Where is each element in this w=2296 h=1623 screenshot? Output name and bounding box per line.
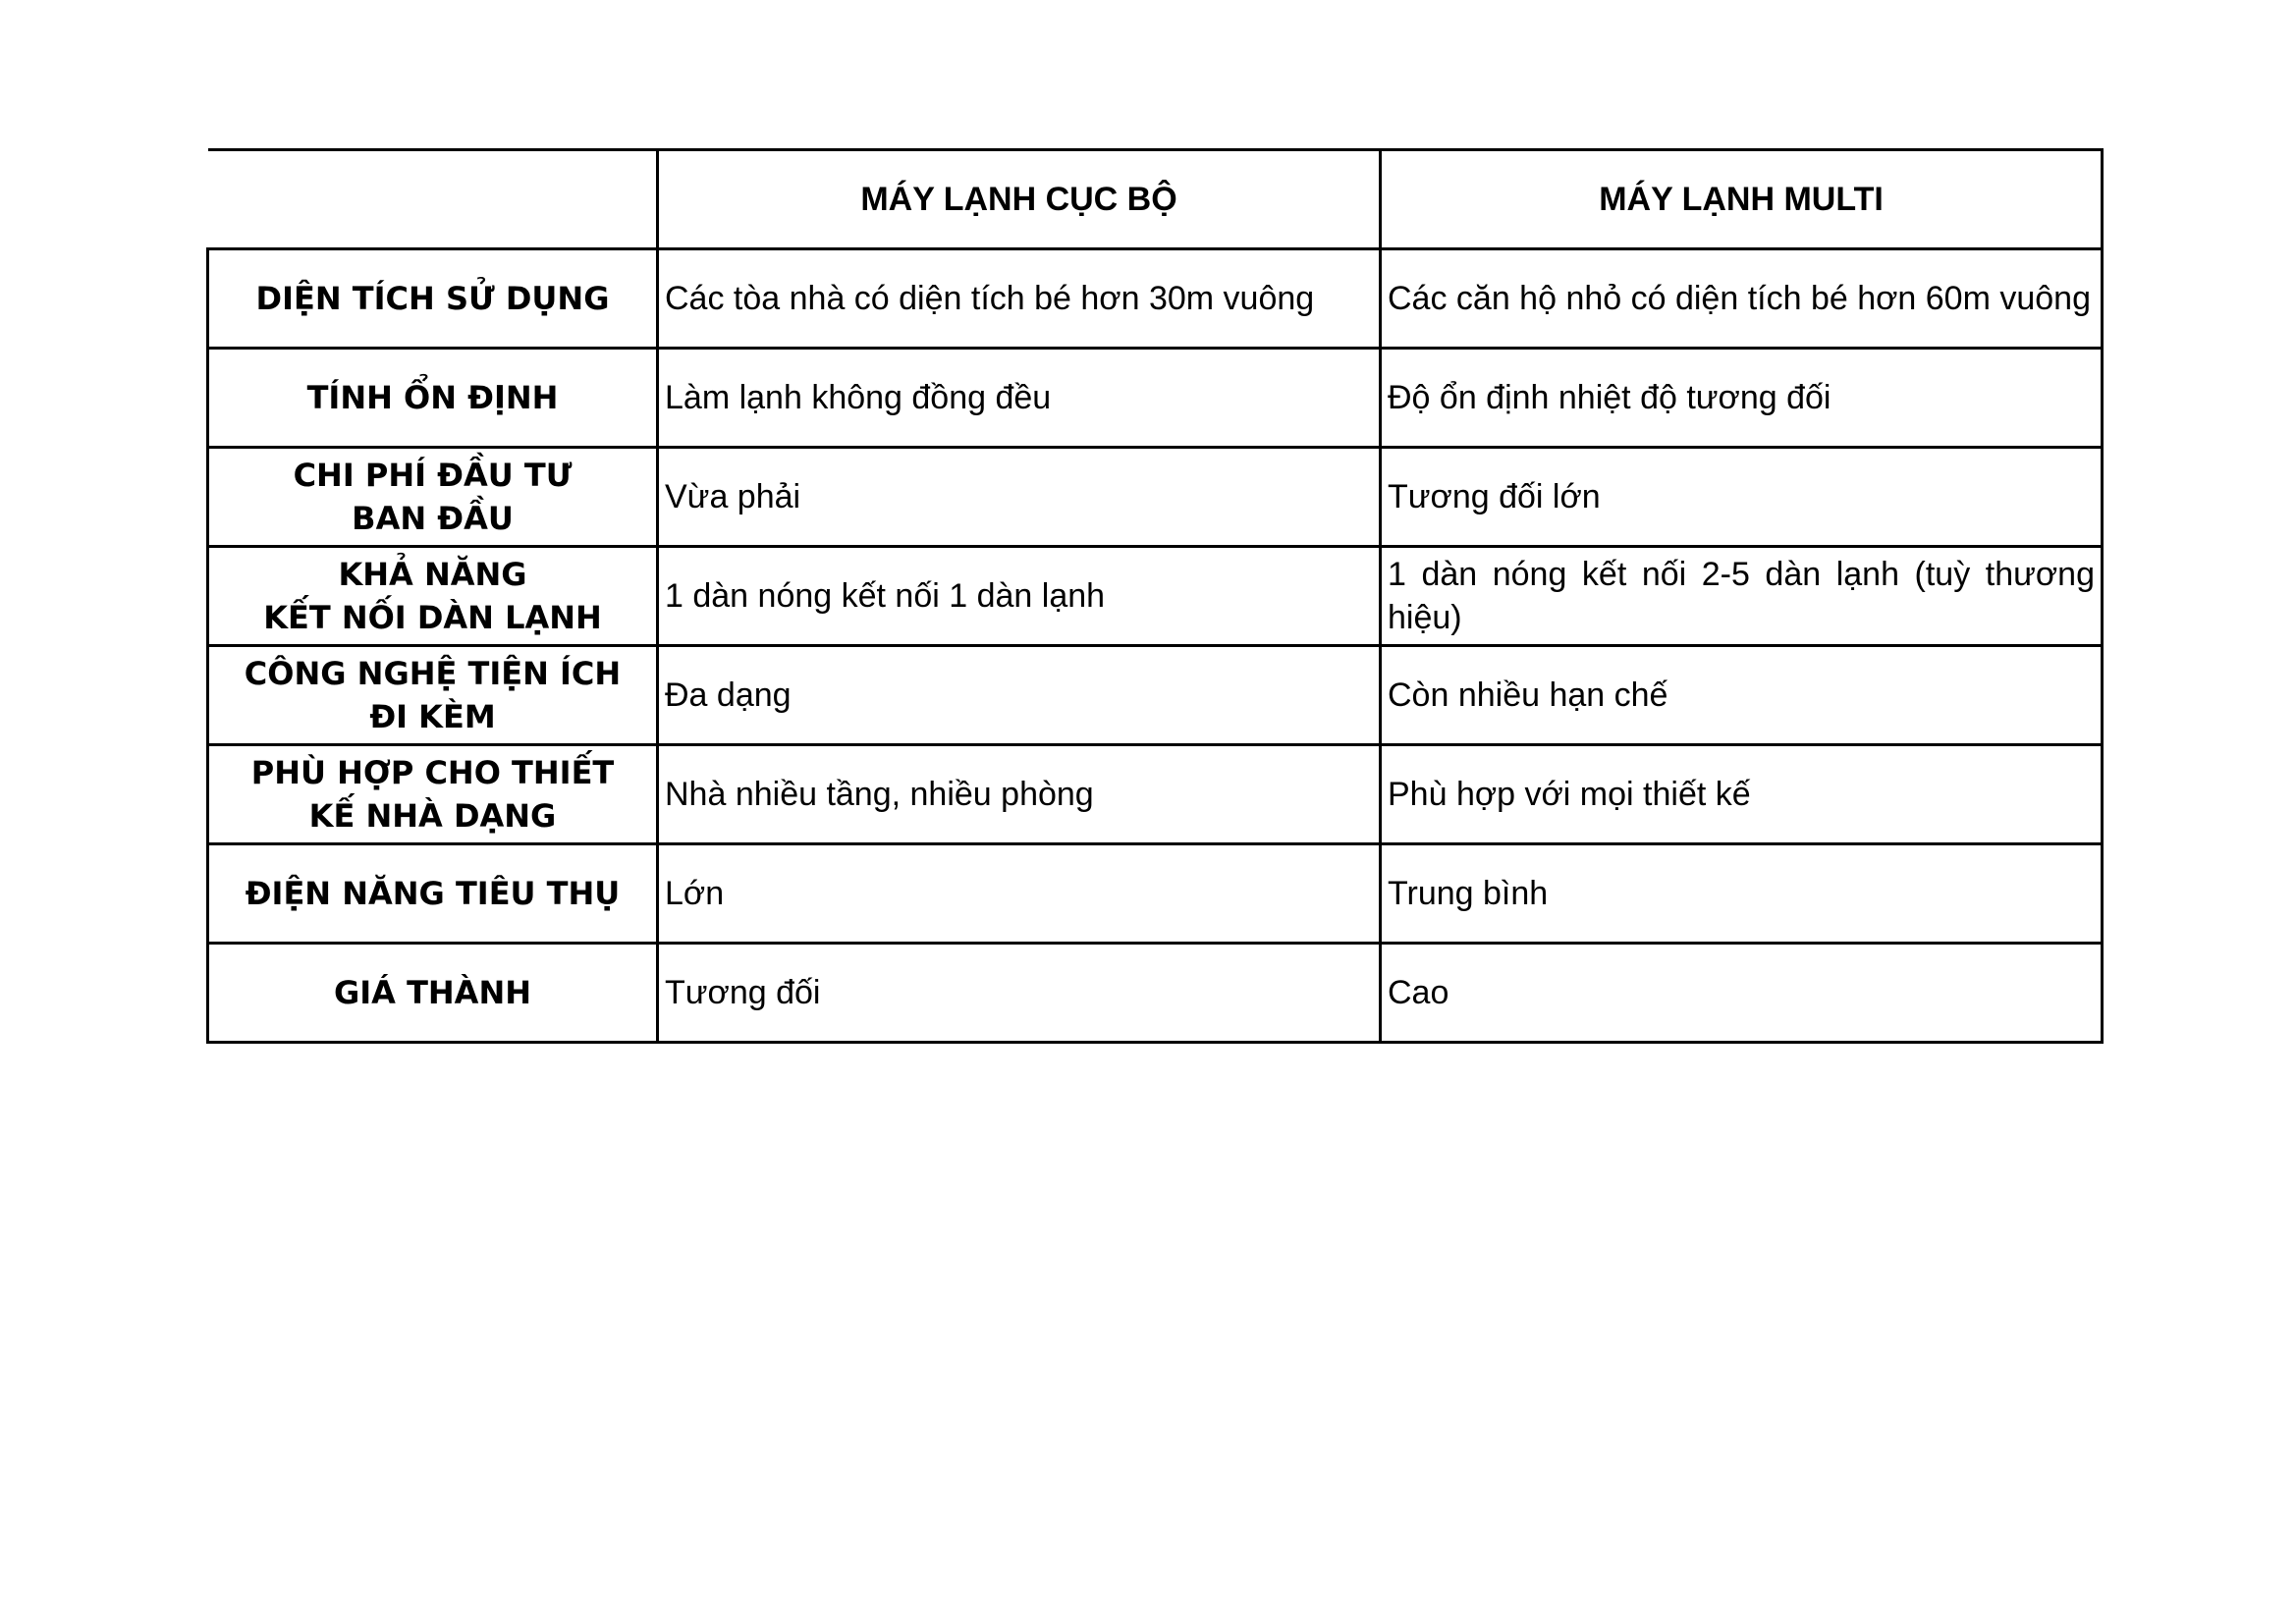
table-row [208, 249, 2103, 349]
table-row [208, 745, 2103, 844]
cell-local-ac: Lớn [658, 844, 1381, 944]
row-label: CÔNG NGHỆ TIỆN ÍCH ĐI KÈM [208, 646, 658, 745]
cell-multi-ac: Tương đối lớn [1381, 448, 2103, 547]
row-label: TÍNH ỔN ĐỊNH [208, 349, 658, 448]
table-row [208, 349, 2103, 448]
table-row [208, 448, 2103, 547]
row-label: ĐIỆN NĂNG TIÊU THỤ [208, 844, 658, 944]
row-label: PHÙ HỢP CHO THIẾT KẾ NHÀ DẠNG [208, 745, 658, 844]
row-label: GIÁ THÀNH [208, 944, 658, 1043]
cell-multi-ac: Các căn hộ nhỏ có diện tích bé hơn 60m vuông [1381, 249, 2103, 349]
table-header-row [208, 150, 2103, 249]
cell-local-ac: Các tòa nhà có diện tích bé hơn 30m vuông [658, 249, 1381, 349]
cell-local-ac: Đa dạng [658, 646, 1381, 745]
header-corner-cell [208, 150, 658, 249]
cell-multi-ac: Còn nhiều hạn chế [1381, 646, 2103, 745]
cell-local-ac: Nhà nhiều tầng, nhiều phòng [658, 745, 1381, 844]
cell-multi-ac: Phù hợp với mọi thiết kế [1381, 745, 2103, 844]
row-label: CHI PHÍ ĐẦU TƯ BAN ĐẦU [208, 448, 658, 547]
column-header-local-ac: MÁY LẠNH CỤC BỘ [658, 150, 1381, 249]
cell-multi-ac: 1 dàn nóng kết nối 2-5 dàn lạnh (tuỳ thương hiệu) [1381, 547, 2103, 646]
column-header-multi-ac: MÁY LẠNH MULTI [1381, 150, 2103, 249]
row-label: KHẢ NĂNG KẾT NỐI DÀN LẠNH [208, 547, 658, 646]
comparison-table [206, 148, 2104, 1044]
table-row [208, 944, 2103, 1043]
cell-local-ac: 1 dàn nóng kết nối 1 dàn lạnh [658, 547, 1381, 646]
cell-local-ac: Làm lạnh không đồng đều [658, 349, 1381, 448]
table-row [208, 844, 2103, 944]
cell-multi-ac: Độ ổn định nhiệt độ tương đối [1381, 349, 2103, 448]
table-row [208, 646, 2103, 745]
cell-local-ac: Vừa phải [658, 448, 1381, 547]
row-label: DIỆN TÍCH SỬ DỤNG [208, 249, 658, 349]
cell-multi-ac: Cao [1381, 944, 2103, 1043]
cell-local-ac: Tương đối [658, 944, 1381, 1043]
table-row [208, 547, 2103, 646]
cell-multi-ac: Trung bình [1381, 844, 2103, 944]
